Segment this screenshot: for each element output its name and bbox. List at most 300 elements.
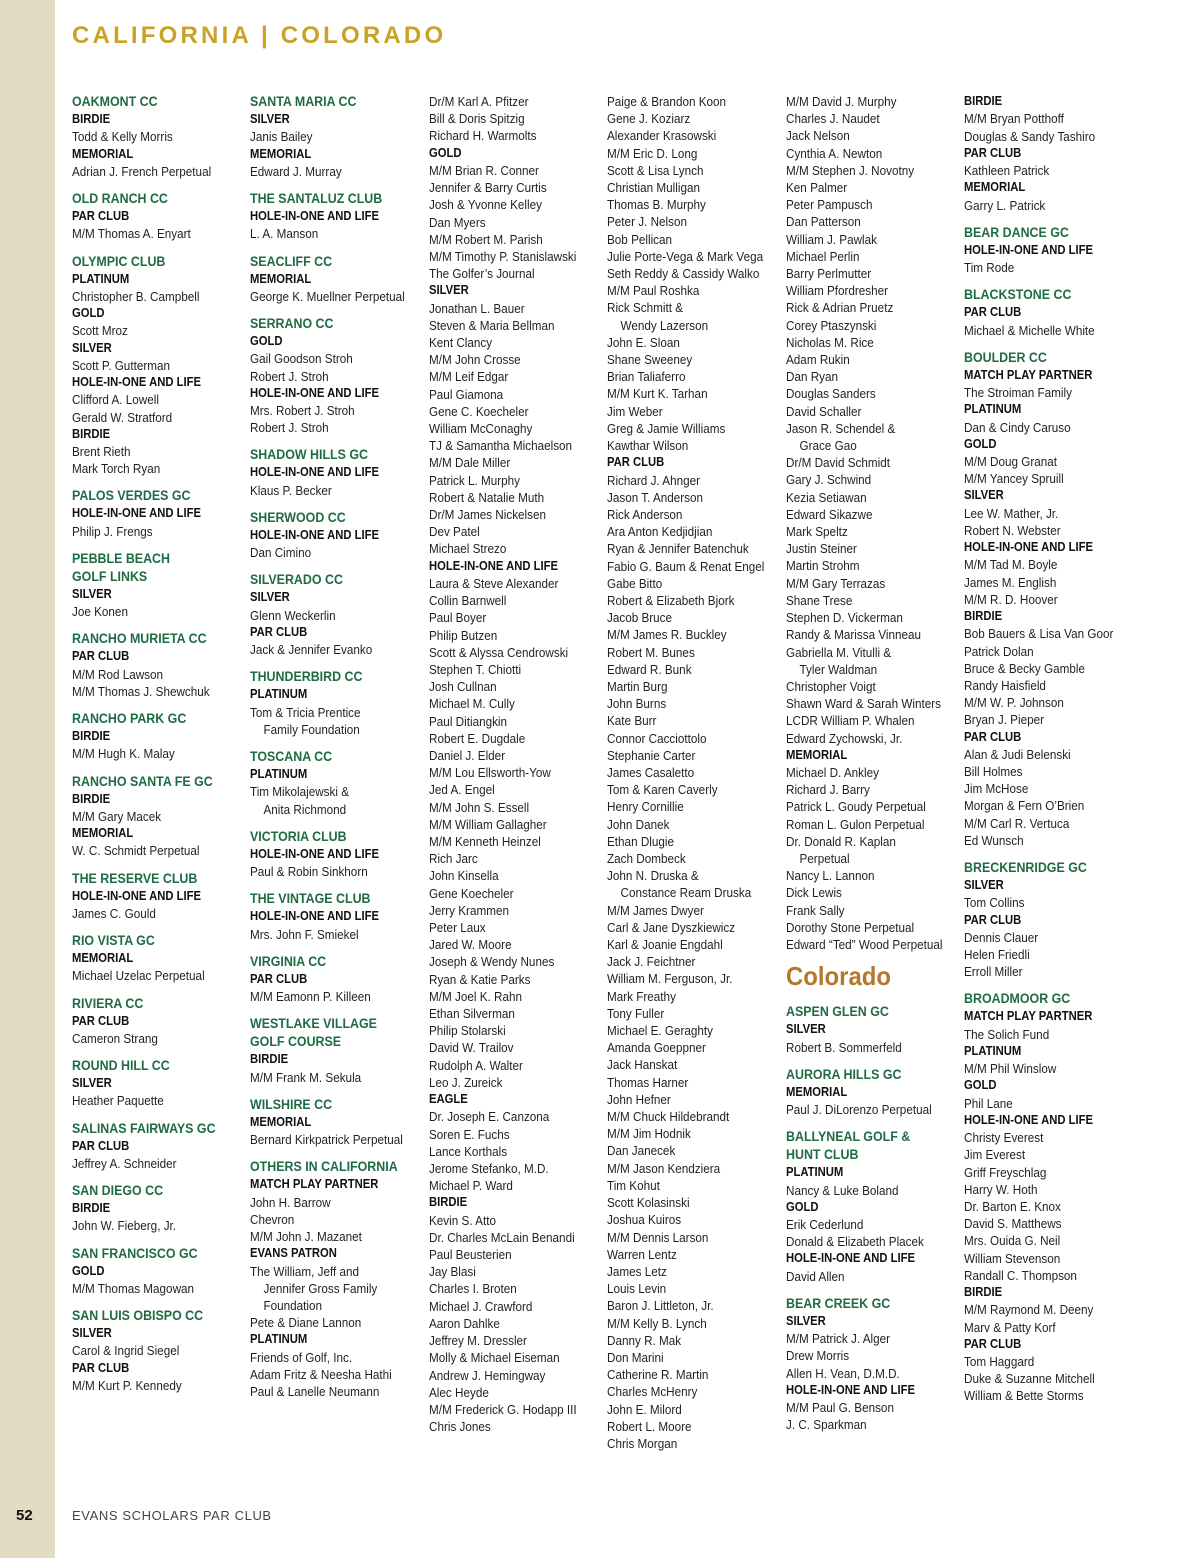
club-name: SHERWOOD CC: [250, 509, 346, 525]
club-name: BEAR DANCE GC: [964, 224, 1069, 240]
donor-name: Rick Schmitt &: [607, 300, 684, 316]
club-name: AURORA HILLS GC: [786, 1066, 902, 1082]
giving-level: BIRDIE: [72, 791, 111, 806]
giving-level: PLATINUM: [786, 1165, 844, 1180]
club-name: BALLYNEAL GOLF &: [786, 1129, 911, 1145]
donor-name: Karl & Joanie Engdahl: [607, 937, 723, 953]
giving-level: HOLE-IN-ONE AND LIFE: [250, 385, 379, 400]
donor-name: M/M James R. Buckley: [607, 627, 727, 643]
donor-name: M/M Joel K. Rahn: [429, 988, 522, 1004]
donor-name: Garry L. Patrick: [964, 197, 1046, 213]
giving-level: HOLE-IN-ONE AND LIFE: [964, 242, 1093, 257]
donor-name: Josh & Yvonne Kelley: [429, 197, 542, 213]
donor-name: Richard J. Barry: [786, 782, 870, 798]
donor-name: Soren E. Fuchs: [429, 1126, 510, 1142]
donor-name: Paul & Lanelle Neumann: [250, 1384, 380, 1400]
donor-name: Rudolph A. Walter: [429, 1057, 523, 1073]
giving-level: HOLE-IN-ONE AND LIFE: [250, 209, 379, 223]
donor-name: Robert E. Dugdale: [429, 730, 526, 746]
donor-name: Erroll Miller: [964, 964, 1023, 980]
donor-name: Scott & Lisa Lynch: [607, 162, 704, 178]
donor-name: M/M Eric D. Long: [607, 145, 698, 161]
donor-name: Corey Ptaszynski: [786, 317, 877, 333]
giving-level: HOLE-IN-ONE AND LIFE: [72, 506, 201, 521]
donor-name: David Schaller: [786, 403, 862, 419]
donor-name: Leo J. Zureick: [429, 1074, 503, 1090]
donor-name: Greg & Jamie Williams: [607, 420, 726, 436]
donor-name: Paul Ditiangkin: [429, 713, 508, 729]
donor-name: Fabio G. Baum & Renat Engel: [607, 558, 765, 574]
club-name-continued: GOLF COURSE: [250, 1034, 342, 1050]
donor-name: Chris Morgan: [607, 1435, 678, 1451]
giving-level: PAR CLUB: [964, 305, 1022, 320]
donor-name: John E. Milord: [607, 1401, 682, 1417]
giving-level: HOLE-IN-ONE AND LIFE: [786, 1251, 915, 1266]
donor-name: Catherine R. Martin: [607, 1367, 709, 1383]
donor-name: Stephen T. Chiotti: [429, 661, 522, 677]
giving-level: GOLD: [72, 306, 105, 320]
donor-name: Edward Sikazwe: [786, 506, 873, 522]
donor-name: M/M Gary Macek: [72, 808, 162, 824]
donor-name: Gene Koecheler: [429, 885, 514, 901]
donor-name: Amanda Goeppner: [607, 1040, 706, 1056]
donor-name: Randy & Marissa Vinneau: [786, 627, 922, 643]
donor-name: Mrs. Robert J. Stroh: [250, 403, 355, 418]
donor-name: Stephen D. Vickerman: [786, 610, 903, 626]
donor-name: M/M Kenneth Heinzel: [429, 834, 541, 850]
giving-level: PAR CLUB: [964, 145, 1022, 160]
donor-name: Donald & Elizabeth Placek: [786, 1234, 924, 1250]
column-6: [964, 93, 1136, 1405]
donor-name: M/M John J. Mazanet: [250, 1229, 362, 1245]
donor-name: Shane Trese: [786, 592, 853, 608]
donor-name: Michael Strezo: [429, 541, 507, 557]
donor-name: Kevin S. Atto: [429, 1212, 496, 1228]
donor-name-continued: Wendy Lazerson: [620, 317, 709, 333]
donor-name: Phil Lane: [964, 1095, 1013, 1111]
donor-name: Connor Cacciottolo: [607, 730, 707, 746]
donor-name: Robert M. Bunes: [607, 644, 695, 660]
donor-name: Paul Boyer: [429, 610, 487, 626]
donor-name: M/M Lou Ellsworth-Yow: [429, 765, 551, 781]
donor-name: Alan & Judi Belenski: [964, 746, 1071, 762]
donor-name: Louis Levin: [607, 1281, 667, 1297]
donor-name: Robert J. Stroh: [250, 420, 329, 436]
donor-name: Jared W. Moore: [429, 937, 512, 953]
giving-level: GOLD: [72, 1263, 105, 1278]
giving-level: PAR CLUB: [72, 1138, 130, 1153]
club-name-continued: HUNT CLUB: [786, 1147, 859, 1163]
donor-name: Douglas Sanders: [786, 386, 876, 402]
giving-level: PLATINUM: [250, 767, 308, 782]
donor-name: Ed Wunsch: [964, 832, 1024, 848]
donor-name: Jim Everest: [964, 1147, 1026, 1163]
side-strip: [0, 0, 55, 1558]
club-name: BLACKSTONE CC: [964, 287, 1072, 303]
giving-level: PAR CLUB: [964, 1336, 1022, 1351]
donor-name: Bruce & Becky Gamble: [964, 660, 1085, 676]
donor-name: Don Marini: [607, 1349, 664, 1365]
donor-name: Douglas & Sandy Tashiro: [964, 128, 1096, 144]
giving-level: HOLE-IN-ONE AND LIFE: [429, 558, 558, 573]
club-name: RANCHO SANTA FE GC: [72, 773, 213, 789]
giving-level: HOLE-IN-ONE AND LIFE: [250, 527, 379, 542]
donor-name-continued: Grace Gao: [799, 438, 857, 454]
giving-level: SILVER: [786, 1022, 826, 1037]
donor-name: John Danek: [607, 816, 670, 832]
donor-name: John H. Barrow: [250, 1194, 331, 1210]
club-name: THE RESERVE CLUB: [72, 870, 198, 886]
donor-name: M/M Frank M. Sekula: [250, 1069, 362, 1085]
donor-name: M/M Frederick G. Hodapp III: [429, 1401, 577, 1417]
club-name: RANCHO MURIETA CC: [72, 631, 207, 647]
donor-name: Jack Nelson: [786, 128, 850, 144]
giving-level: PLATINUM: [964, 1043, 1022, 1058]
donor-name: Michael E. Geraghty: [607, 1023, 714, 1039]
donor-name: M/M John Crosse: [429, 352, 521, 368]
donor-name: Bob Pellican: [607, 231, 673, 247]
donor-name: Michael Perlin: [786, 248, 860, 264]
donor-name: Michael M. Cully: [429, 696, 515, 712]
donor-name: Scott P. Gutterman: [72, 357, 170, 373]
donor-name: Adam Rukin: [786, 352, 850, 368]
donor-name: Kent Clancy: [429, 335, 493, 351]
donor-name: The Solich Fund: [964, 1026, 1050, 1042]
club-name: THE SANTALUZ CLUB: [250, 191, 383, 206]
donor-name: LCDR William P. Whalen: [786, 713, 915, 729]
club-name: SILVERADO CC: [250, 572, 343, 588]
donor-name-continued: Constance Ream Druska: [620, 885, 752, 901]
giving-level: MATCH PLAY PARTNER: [250, 1177, 379, 1192]
donor-name: Julie Porte-Vega & Mark Vega: [607, 248, 764, 264]
donor-name: Paige & Brandon Koon: [607, 94, 727, 109]
club-name: VIRGINIA CC: [250, 953, 327, 969]
column-5: [786, 93, 958, 1434]
donor-name: Michael & Michelle White: [964, 322, 1095, 338]
donor-name: Patrick L. Murphy: [429, 472, 521, 488]
giving-level: BIRDIE: [964, 609, 1003, 624]
giving-level: BIRDIE: [72, 1201, 111, 1216]
club-name: PALOS VERDES GC: [72, 488, 191, 504]
donor-name: M/M Raymond M. Deeny: [964, 1302, 1094, 1318]
donor-name: George K. Muellner Perpetual: [250, 288, 405, 304]
giving-level: BIRDIE: [429, 1195, 468, 1210]
donor-name: Carol & Ingrid Siegel: [72, 1343, 180, 1359]
donor-name: Robert L. Moore: [607, 1418, 692, 1434]
donor-name: Michael J. Crawford: [429, 1298, 533, 1314]
donor-name: M/M Patrick J. Alger: [786, 1331, 891, 1347]
giving-level: HOLE-IN-ONE AND LIFE: [250, 846, 379, 861]
donor-name: John Hefner: [607, 1091, 671, 1107]
donor-name: Dr/M James Nickelsen: [429, 507, 547, 523]
giving-level: SILVER: [72, 340, 112, 355]
club-name: SEACLIFF CC: [250, 253, 333, 269]
giving-level: BIRDIE: [72, 729, 111, 744]
donor-name: M/M Yancey Spruill: [964, 471, 1064, 487]
donor-name: Dr. Charles McLain Benandi: [429, 1229, 575, 1245]
giving-level: MEMORIAL: [786, 747, 848, 762]
donor-name: Kezia Setiawan: [786, 489, 867, 505]
giving-level: SILVER: [786, 1313, 826, 1328]
donor-name: M/M Dale Miller: [429, 455, 511, 471]
giving-level: SILVER: [429, 283, 469, 298]
donor-name: Alexander Krasowski: [607, 128, 717, 144]
donor-name: Marv & Patty Korf: [964, 1319, 1056, 1335]
donor-name: Gabriella M. Vitulli &: [786, 644, 892, 660]
donor-name: Thomas Harner: [607, 1074, 689, 1090]
giving-level: PAR CLUB: [72, 1013, 130, 1028]
giving-level: MATCH PLAY PARTNER: [964, 1009, 1093, 1024]
donor-name: Josh Cullnan: [429, 679, 497, 695]
donor-name: Dan & Cindy Caruso: [964, 419, 1071, 435]
donor-name-continued: Anita Richmond: [263, 801, 347, 817]
donor-name: M/M Timothy P. Stanislawski: [429, 248, 577, 264]
donor-name: Kawthar Wilson: [607, 438, 689, 454]
donor-name: Allen H. Vean, D.M.D.: [786, 1365, 900, 1381]
donor-name: Cameron Strang: [72, 1030, 158, 1046]
donor-name: Seth Reddy & Cassidy Walko: [607, 266, 760, 282]
club-name: BROADMOOR GC: [964, 991, 1071, 1007]
club-name: OAKMONT CC: [72, 94, 158, 109]
donor-name: M/M Leif Edgar: [429, 369, 509, 385]
donor-name: Tim Rode: [964, 260, 1015, 275]
donor-name: Randall C. Thompson: [964, 1267, 1077, 1283]
donor-name: M/M Jason Kendziera: [607, 1160, 721, 1176]
donor-name: M/M David J. Murphy: [786, 94, 897, 109]
donor-name: Janis Bailey: [250, 129, 313, 145]
donor-name: Jay Blasi: [429, 1264, 476, 1280]
giving-level: SILVER: [964, 488, 1004, 503]
donor-name: Nancy L. Lannon: [786, 868, 875, 884]
donor-name: M/M Gary Terrazas: [786, 575, 886, 591]
donor-name: David S. Matthews: [964, 1216, 1062, 1232]
donor-name: Gabe Bitto: [607, 575, 663, 591]
donor-name: James Letz: [607, 1263, 667, 1279]
donor-name: William Stevenson: [964, 1250, 1061, 1266]
donor-name: Mrs. Ouida G. Neil: [964, 1233, 1061, 1249]
donor-name: Christopher Voigt: [786, 678, 876, 694]
donor-name: Collin Barnwell: [429, 593, 507, 609]
donor-name: Kate Burr: [607, 713, 657, 729]
donor-name: Dan Patterson: [786, 214, 861, 230]
club-name: OTHERS IN CALIFORNIA: [250, 1159, 398, 1175]
club-name: PEBBLE BEACH: [72, 550, 170, 566]
donor-name: John E. Sloan: [607, 334, 680, 350]
donor-name: Duke & Suzanne Mitchell: [964, 1371, 1095, 1387]
donor-columns: [72, 93, 1187, 1493]
donor-name: Gary J. Schwind: [786, 472, 872, 488]
donor-name: Ryan & Jennifer Batenchuk: [607, 541, 749, 557]
donor-name: John W. Fieberg, Jr.: [72, 1218, 177, 1234]
donor-name: M/M Eamonn P. Killeen: [250, 989, 371, 1005]
giving-level: HOLE-IN-ONE AND LIFE: [250, 465, 379, 480]
donor-name: James Casaletto: [607, 765, 695, 781]
donor-name: Jeffrey A. Schneider: [72, 1155, 177, 1171]
donor-name: Ryan & Katie Parks: [429, 971, 531, 987]
giving-level: MEMORIAL: [964, 180, 1026, 195]
donor-name-continued: Family Foundation: [263, 721, 360, 737]
donor-name: M/M Dennis Larson: [607, 1229, 709, 1245]
giving-level: SILVER: [964, 878, 1004, 893]
donor-name: Dan Janecek: [607, 1143, 676, 1159]
giving-level: PAR CLUB: [250, 971, 308, 986]
donor-name: Tom Haggard: [964, 1354, 1035, 1370]
donor-name: Robert B. Sommerfeld: [786, 1039, 902, 1055]
donor-name: John Kinsella: [429, 868, 499, 884]
donor-name: Barry Perlmutter: [786, 266, 872, 282]
donor-name: David Allen: [786, 1268, 845, 1284]
club-name: RIO VISTA GC: [72, 933, 155, 949]
donor-name: Andrew J. Hemingway: [429, 1367, 546, 1383]
donor-name: The Stroiman Family: [964, 385, 1072, 400]
donor-name: Frank Sally: [786, 902, 845, 918]
donor-name: M/M Kurt P. Kennedy: [72, 1377, 182, 1393]
column-4: [607, 93, 779, 1452]
donor-name: Christopher B. Campbell: [72, 288, 200, 304]
donor-name: L. A. Manson: [250, 226, 319, 242]
donor-name: Bill Holmes: [964, 764, 1023, 780]
club-name: THE VINTAGE CLUB: [250, 891, 371, 907]
donor-name: Dr. Barton E. Knox: [964, 1199, 1061, 1215]
donor-name: Philip Butzen: [429, 627, 498, 643]
donor-name: Joshua Kuiros: [607, 1212, 682, 1228]
donor-name: Dan Cimino: [250, 545, 312, 561]
donor-name: Glenn Weckerlin: [250, 607, 336, 623]
donor-name: Mark Torch Ryan: [72, 461, 161, 477]
donor-name-continued: Jennifer Gross Family: [263, 1280, 378, 1296]
donor-name: Adrian J. French Perpetual: [72, 163, 212, 179]
column-3: [429, 93, 601, 1435]
donor-name: Richard J. Ahnger: [607, 472, 701, 488]
donor-name: Mark Freathy: [607, 988, 676, 1004]
donor-name: M/M W. P. Johnson: [964, 695, 1064, 711]
donor-name: Martin Strohm: [786, 558, 860, 574]
donor-name: Peter Pampusch: [786, 197, 873, 213]
giving-level: MEMORIAL: [250, 146, 312, 161]
donor-name: Stephanie Carter: [607, 747, 696, 763]
donor-name: Griff Freyschlag: [964, 1164, 1047, 1180]
giving-level: HOLE-IN-ONE AND LIFE: [786, 1382, 915, 1397]
donor-name: Dr. Joseph E. Canzona: [429, 1109, 550, 1125]
donor-name: Ken Palmer: [786, 180, 848, 196]
donor-name: Tony Fuller: [607, 1005, 665, 1021]
donor-name: Gene C. Koecheler: [429, 403, 529, 419]
donor-name: Martin Burg: [607, 679, 668, 694]
club-name: SANTA MARIA CC: [250, 94, 357, 109]
column-1: [72, 93, 244, 1394]
donor-name: Dennis Clauer: [964, 929, 1039, 945]
donor-name: Tom & Tricia Prentice: [250, 704, 361, 720]
donor-name: Patrick Dolan: [964, 643, 1034, 659]
donor-name: Pete & Diane Lannon: [250, 1315, 362, 1331]
donor-name: M/M Robert M. Parish: [429, 231, 543, 247]
donor-name: M/M Brian R. Conner: [429, 162, 539, 178]
donor-name: Charles McHenry: [607, 1384, 698, 1400]
donor-name: Chevron: [250, 1211, 295, 1227]
donor-name: Aaron Dahlke: [429, 1315, 500, 1331]
donor-name: Paul Beusterien: [429, 1247, 512, 1263]
giving-level: EAGLE: [429, 1092, 468, 1107]
donor-name: Dick Lewis: [786, 885, 842, 901]
column-2: [250, 93, 422, 1400]
donor-name: Chris Jones: [429, 1419, 491, 1435]
donor-name: Patrick L. Goudy Perpetual: [786, 799, 926, 815]
donor-name: Kathleen Patrick: [964, 163, 1050, 178]
donor-name: Philip Stolarski: [429, 1023, 506, 1039]
donor-name: Harry W. Hoth: [964, 1181, 1038, 1197]
donor-name: Scott & Alyssa Cendrowski: [429, 644, 569, 660]
donor-name: Dan Ryan: [786, 369, 839, 385]
donor-name: M/M Jim Hodnik: [607, 1126, 691, 1142]
giving-level: GOLD: [964, 1078, 997, 1093]
giving-level: HOLE-IN-ONE AND LIFE: [964, 540, 1093, 555]
donor-name: Jack & Jennifer Evanko: [250, 642, 373, 658]
club-name: ROUND HILL CC: [72, 1058, 170, 1074]
donor-name: Jonathan L. Bauer: [429, 300, 525, 316]
donor-name: Philip J. Frengs: [72, 523, 153, 539]
donor-name: Edward J. Murray: [250, 163, 342, 179]
donor-name: Gene J. Koziarz: [607, 111, 691, 127]
giving-level: MEMORIAL: [72, 826, 134, 841]
donor-name: Nicholas M. Rice: [786, 334, 874, 350]
donor-name: Peter J. Nelson: [607, 214, 687, 230]
club-name: SHADOW HILLS GC: [250, 447, 368, 463]
donor-name: Tim Mikolajewski &: [250, 784, 350, 800]
state-heading: Colorado: [786, 961, 891, 992]
donor-name: David W. Trailov: [429, 1040, 514, 1056]
donor-name: Dr. Donald R. Kaplan: [786, 833, 896, 849]
donor-name: Gerald W. Stratford: [72, 409, 173, 425]
donor-name: Morgan & Fern O’Brien: [964, 798, 1085, 814]
giving-level: PAR CLUB: [607, 455, 665, 470]
donor-name: Clifford A. Lowell: [72, 392, 159, 408]
donor-name: James M. English: [964, 574, 1057, 590]
club-name-continued: GOLF LINKS: [72, 568, 148, 584]
giving-level: EVANS PATRON: [250, 1246, 337, 1261]
donor-name: Jacob Bruce: [607, 610, 673, 626]
donor-name: Edward R. Bunk: [607, 661, 692, 677]
donor-name: Adam Fritz & Neesha Hathi: [250, 1366, 392, 1382]
donor-name: M/M Kurt K. Tarhan: [607, 386, 708, 402]
club-name: SAN DIEGO CC: [72, 1183, 164, 1199]
giving-level: GOLD: [964, 436, 997, 451]
donor-name: Tom & Karen Caverly: [607, 782, 718, 798]
giving-level: HOLE-IN-ONE AND LIFE: [72, 888, 201, 903]
donor-name: W. C. Schmidt Perpetual: [72, 843, 200, 859]
giving-level: GOLD: [429, 145, 462, 160]
donor-name: Ethan Silverman: [429, 1006, 515, 1022]
donor-name: TJ & Samantha Michaelson: [429, 438, 573, 454]
donor-name: Daniel J. Elder: [429, 748, 506, 763]
giving-level: PAR CLUB: [250, 624, 308, 639]
giving-level: MEMORIAL: [72, 951, 134, 966]
giving-level: SILVER: [72, 1326, 112, 1341]
donor-name: Rick Anderson: [607, 506, 683, 522]
donor-name-continued: Tyler Waldman: [799, 661, 878, 677]
donor-name: Rick & Adrian Pruetz: [786, 300, 894, 316]
donor-name: M/M R. D. Hoover: [964, 591, 1058, 607]
donor-name: M/M Phil Winslow: [964, 1061, 1057, 1077]
club-name: SERRANO CC: [250, 316, 334, 331]
giving-level: PLATINUM: [250, 1332, 308, 1347]
donor-name: Paul Giamona: [429, 386, 504, 402]
donor-name: M/M Carl R. Vertuca: [964, 815, 1070, 831]
giving-level: PAR CLUB: [72, 1360, 130, 1375]
donor-name: Heather Paquette: [72, 1093, 164, 1109]
donor-name-continued: Foundation: [263, 1297, 323, 1313]
donor-name: Robert N. Webster: [964, 522, 1061, 538]
donor-name: Robert & Elizabeth Bjork: [607, 592, 735, 608]
